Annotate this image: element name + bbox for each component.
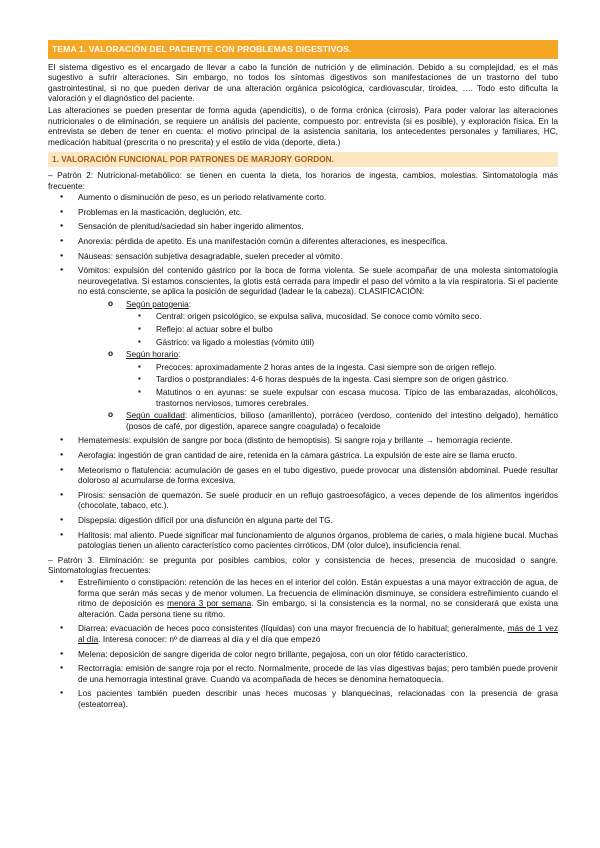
patron-2-heading: – Patrón 2: Nutricional-metabólico: se tienen en cuenta la dieta, los horarios de ingesta, cambios, molestias. Sintomatología más frecuente: (48, 169, 558, 191)
document-title: TEMA 1. VALORACIÓN DEL PACIENTE CON PROBLEMAS DIGESTIVOS. (48, 40, 558, 59)
list-item-vomitos (48, 265, 558, 431)
diarrea-text-b: . Interesa conocer: nº de diarreas al día y el día que empezó (98, 633, 321, 644)
list-item-patogenia (98, 299, 558, 347)
diarrea-threshold: más de 1 vez al día (78, 623, 558, 644)
patogenia-list (126, 311, 558, 347)
list-item: ● Aumento o disminución de peso, es un periodo relativamente corto. (48, 192, 558, 203)
patron-2-list (48, 192, 558, 431)
estrenimiento-threshold: menora 3 por semana (167, 598, 252, 609)
list-item: ▪ Gástrico: va ligado a molestias (vómito útil) (126, 337, 558, 348)
list-item: ● Dispepsia: digestión difícil por una disfunción en alguna parte del TG. (48, 515, 558, 526)
list-item: ▪ Central: origen psicológico, se expulsa saliva, mucosidad. Se conoce como vómito seco. (126, 311, 558, 322)
list-item: ● Pirosis: sensación de quemazón. Se suele producir en un reflujo gastroesofágico, a veces depende de los alimentos ingeridos (chocolate, tabaco, etc.). (48, 490, 558, 511)
section-heading-1: 1. VALORACIÓN FUNCIONAL POR PATRONES DE MARJORY GORDON. (48, 152, 558, 167)
list-item-diarrea (48, 623, 558, 644)
list-item: ● Halitosis: mal aliento. Puede significar mal funcionamiento de algunos órganos, problema de caries, o mala higiene bucal. Muchas patologías tienen un aliento característico como pacientes cirróticos, DM (olor dulce), insuficiencia renal. (48, 530, 558, 551)
list-item: ● Rectorragia: emisión de sangre roja por el recto. Normalmente, procede de las vías digestivas bajas; pero también puede provenir de una hemorragia intestinal grave. Cuando va acompañada de heces se denomina hematoquecia. (48, 663, 558, 684)
horario-label: Según horario (126, 349, 179, 360)
intro-paragraph-1: El sistema digestivo es el encargado de llevar a cabo la función de nutrición y de eliminación. Debido a su complejidad, es el más sugestivo a sufrir alteraciones. Sin embargo, no todos los síntomas digestivos son manifestaciones de un trastorno del tubo gastrointestinal, si no que pueden derivar de una alteración orgánica psicológica, cardiovascular, tiroidea, …. Todo esto dificulta la valoración y el diagnóstico del paciente. (48, 61, 558, 104)
list-item: ● Sensación de plenitud/saciedad sin haber ingerido alimentos. (48, 221, 558, 232)
patron-3-list (48, 577, 558, 710)
patron-3-heading: – Patrón 3. Eliminación: se pregunta por posibles cambios, color y consistencia de heces, presencia de mucosidad o sangre. Sintomatologías frecuentes: (48, 554, 558, 576)
list-item: ● Náuseas: sensación subjetiva desagradable, suelen preceder al vómito. (48, 251, 558, 262)
patogenia-label: Según patogenia (126, 298, 189, 309)
list-item: ● Problemas en la masticación, deglución, etc. (48, 207, 558, 218)
list-item: ● Hematemesis: expulsión de sangre por boca (distinto de hemoptisis). Si sangre roja y brillante → hemorragia reciente. (48, 435, 558, 446)
list-item: ● Los pacientes también pueden describir unas heces mucosas y blanquecinas, relacionadas con la presencia de grasa (esteatorrea). (48, 688, 558, 709)
list-item: ● Anorexia: pérdida de apetito. Es una manifestación común a diferentes alteraciones, es inespecífica. (48, 236, 558, 247)
document-page (48, 40, 558, 713)
list-item: ▪ Tardíos o postprandiales: 4-6 horas después de la ingesta. Casi siempre son de origen gástrico. (126, 374, 558, 385)
patogenia-colon: : (188, 298, 192, 309)
vomitos-classification (98, 299, 558, 432)
vomitos-text: Vómitos: expulsión del contenido gástrico por la boca de forma violenta. Se suele acompañar de una molesta sintomatología neurovegetativa. Si estamos conscientes, la glotis está cerrada para impedir el paso del vómito a la vía respiratoria. Si el paciente no está consciente, se aplica la posición de seguridad (ladear le la cabeza). CLASIFICACIÓN: (78, 265, 558, 297)
list-item-estrenimiento (48, 577, 558, 619)
list-item-cualidad (98, 410, 558, 431)
list-item: ● Aerofagia: ingestión de gran cantidad de aire, retenida en la cámara gástrica. La expulsión de este aire se llama eructo. (48, 450, 558, 461)
diarrea-text: Diarrea: evacuación de heces poco consistentes (líquidas) con una mayor frecuencia de lo habitual; generalmente, (78, 623, 508, 634)
list-item: ▪ Precoces: aproximadamente 2 horas antes de la ingesta. Casi siempre son de origen reflejo. (126, 362, 558, 373)
list-item: ● Melena: deposición de sangre digerida de color negro brillante, pegajosa, con un olor fétido característico. (48, 649, 558, 660)
estrenimiento-text-b: . Sin embargo, si la consistencia es la normal, no se considerará que exista una alteración. Cada persona tiene su ritmo. (78, 598, 558, 619)
patron-2-list-b (48, 435, 558, 550)
cualidad-text: : alimenticios, bilioso (amarillento), porráceo (verdoso, contenido del intestino delgado), hemático (posos de café, por digestión, aparece sangre coagulada) o fecaloide (126, 410, 558, 431)
cualidad-label: Según cualidad (126, 410, 185, 421)
horario-list (126, 362, 558, 408)
intro-paragraph-2: Las alteraciones se pueden presentar de forma aguda (apendicitis), o de forma crónica (cirrosis). Para poder valorar las alteraciones nutricionales o de eliminación, se requiere un análisis del paciente, compuesto por: entrevista (si es posible), y exploración física. En la entrevista se deben de tener en cuenta: el motivo principal de la asistencia sanitaria, los antecedentes personales y familiares, HC, medicación habitual (prescrita o no prescrita) y el estilo de vida (deporte, dieta.) (48, 104, 558, 147)
list-item: ▪ Reflejo: al actuar sobre el bulbo (126, 324, 558, 335)
horario-colon: : (178, 349, 181, 360)
list-item: ● Meteorismo o flatulencia: acumulación de gases en el tubo digestivo, puede provocar una distensión abdominal. Puede resultar doloroso al acumularse de forma excesiva. (48, 465, 558, 486)
estrenimiento-text: Estreñimiento o constipación: retención de las heces en el interior del colón. Están expuestas a una mayor extracción de agua, de forma que serán más secas y de menor volumen. La frecuencia de eliminación disminuye, se considera estreñimiento cuando el ritmo de deposición es (78, 576, 558, 609)
list-item-horario (98, 349, 558, 408)
list-item: ▪ Matutinos o en ayunas: se suele expulsar con escasa mucosa. Típico de las embarazadas, alcohólicos, trastornos nerviosos, tumores cerebrales. (126, 387, 558, 408)
